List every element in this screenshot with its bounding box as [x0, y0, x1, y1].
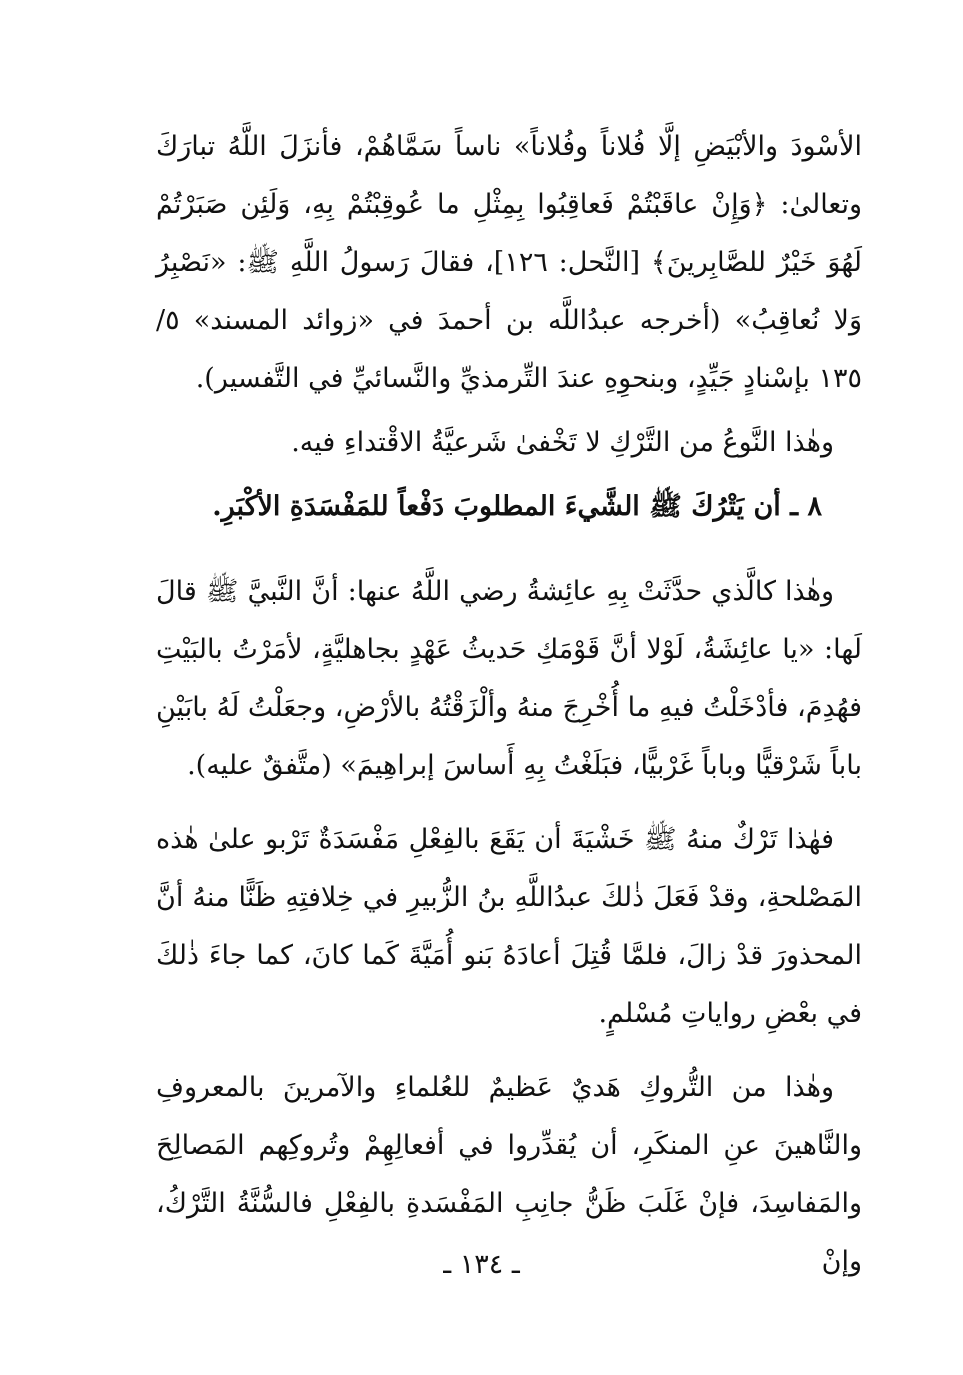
section-heading-8: ٨ ـ أن يَتْرُكَ ﷺ الشَّيءَ المطلوبَ دَفْعاً للمَفْسَدَةِ الأكْبَرِ. — [212, 491, 822, 522]
paragraph-ibn-zubayr: فهٰذا تَرْكٌ منهُ ﷺ خَشْيَةَ أن يَقَعَ بالفِعْلِ مَفْسَدَةٌ تَرْبو علىٰ هٰذه المَصْلحةِ، وقدْ فَعَلَ ذٰلكَ عبدُاللَّهِ بنُ الزُّبيرِ في خِلافتِهِ ظَنًّا منهُ أنَّ المحذورَ قدْ زالَ، فلمَّا قُتِلَ أعادَهُ بَنو أُمَيَّةَ كَما كانَ، كما جاءَ ذٰلكَ في بعْضِ رواياتِ مُسْلمٍ. — [156, 824, 862, 1029]
page-body — [156, 118, 862, 1291]
paragraph-guidance-for-scholars: وهٰذا من التُّروكِ هَديٌ عَظيمٌ للعُلماءِ والآمرينَ بالمعروفِ والنَّاهينَ عنِ المنكَرِ، أن يُقدِّروا في أفعالِهِمْ وتُروكِهم المَصالِحَ والمَفاسِدَ، فإنْ غَلَبَ ظَنُّ جانِبِ المَفْسَدةِ بالفِعْلِ فالسُّنَّةُ التَّرْكُ، وإنْ — [156, 1072, 862, 1277]
paragraph-aisha-hadith: وهٰذا كالَّذي حدَّثَتْ بِهِ عائِشةُ رضي اللَّهُ عنها: أنَّ النَّبيَّ ﷺ قالَ لَها: «يا عائِشَةُ، لَوْلا أنَّ قَوْمَكِ حَديثُ عَهْدٍ بجاهليَّةٍ، لأمَرْتُ بالبَيْتِ فهُدِمَ، فأدْخَلْتُ فيهِ ما أُخْرِجَ منهُ وألْزَقْتُهُ بالأرْضِ، وجعَلْتُ لَهُ بابَيْنِ باباً شَرْقيًّا وباباً غَرْبيًّا، فبَلَغْتُ بِهِ أَساسَ إبراهِيمَ» (متَّفقٌ عليه). — [156, 576, 862, 781]
paragraph-type-of-omission: وهٰذا النَّوعُ من التَّرْكِ لا تَخْفىٰ شَرعيَّةُ الاقْتداءِ فيه. — [291, 427, 834, 458]
paragraph-quran-verse: الأسْودَ والأبْيَضِ إلَّا فُلاناً وفُلاناً» ناساً سَمَّاهُمْ، فأنزَلَ اللَّهُ تبارَكَ وتعالىٰ: ﴿وَإِنْ عاقَبْتُمْ فَعاقِبُوا بِمِثْلِ ما عُوقِبْتُمْ بِهِ، وَلَئِن صَبَرْتُمْ لَهُوَ خَيْرٌ للصَّابِرينَ﴾ [النَّحل: ١٢٦]، فقالَ رَسولُ اللَّهِ ﷺ: «نَصْبِرُ وَلا نُعاقِبُ» (أخرجه عبدُاللَّه بن أحمدَ في «زوائد المسند» ٥/ ١٣٥ بإسْنادٍ جَيِّدٍ، وبنحوِهِ عندَ التِّرمذيِّ والنَّسائيِّ في التَّفسير). — [156, 131, 862, 394]
page-number: ـ ١٣٤ ـ — [443, 1249, 520, 1280]
